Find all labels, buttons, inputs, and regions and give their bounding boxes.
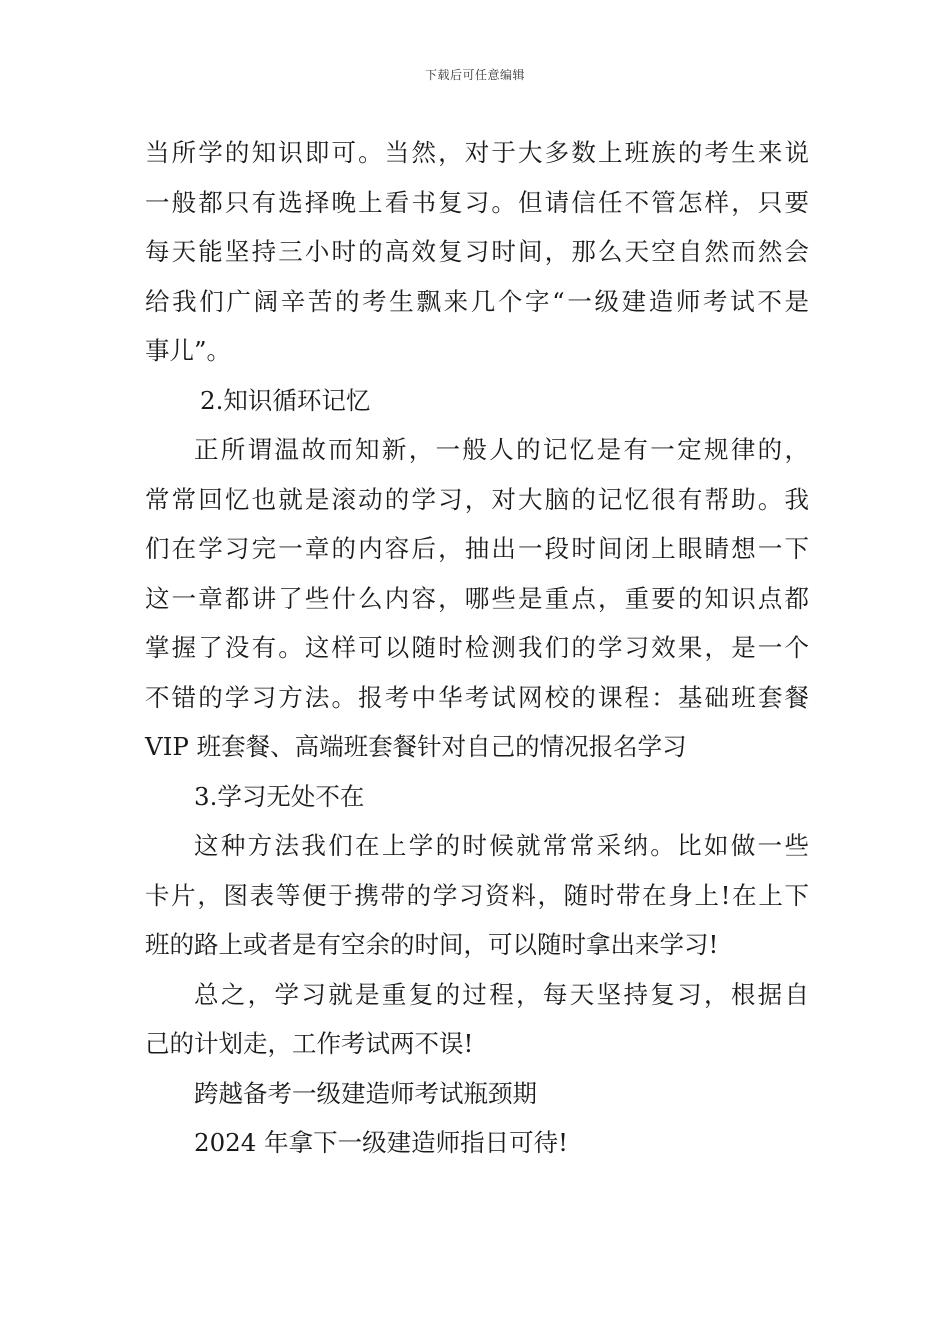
paragraph-2-line-1: 正所谓温故而知新，一般人的记忆是有一定规律的， <box>194 435 809 464</box>
paragraph-4-line-1: 总之，学习就是重复的过程，每天坚持复习，根据自 <box>194 979 809 1009</box>
paragraph-1-line-4: 给我们广阔辛苦的考生飘来几个字“一级建造师考试不是 <box>145 286 809 316</box>
paragraph-1-line-2: 一般都只有选择晚上看书复习。但请信任不管怎样，只要 <box>145 187 809 217</box>
paragraph-2-line-2: 常常回忆也就是滚动的学习，对大脑的记忆很有帮助。我 <box>145 484 809 514</box>
paragraph-2-line-7: VIP 班套餐、高端班套餐针对自己的情况报名学习 <box>145 732 687 761</box>
paragraph-2-line-3: 们在学习完一章的内容后，抽出一段时间闭上眼睛想一下 <box>145 534 809 563</box>
paragraph-1-line-1: 当所学的知识即可。当然，对于大多数上班族的考生来说 <box>145 138 809 167</box>
paragraph-2-line-4: 这一章都讲了些什么内容，哪些是重点，重要的知识点都 <box>145 583 809 613</box>
section-heading-2: 2.知识循环记忆 <box>200 385 371 415</box>
paragraph-4-line-2: 己的计划走，工作考试两不误! <box>145 1029 474 1058</box>
paragraph-3-line-2: 卡片，图表等便于携带的学习资料，随时带在身上!在上下 <box>145 880 809 910</box>
document-body <box>145 128 809 1168</box>
paragraph-2-line-5: 掌握了没有。这样可以随时检测我们的学习效果，是一个 <box>145 633 809 662</box>
paragraph-5-line-1: 跨越备考一级建造师考试瓶颈期 <box>194 1078 537 1108</box>
page-header-note: 下载后可任意编辑 <box>424 68 525 82</box>
paragraph-1-line-5: 事儿”。 <box>145 336 232 365</box>
section-heading-3: 3.学习无处不在 <box>194 781 365 811</box>
paragraph-3-line-1: 这种方法我们在上学的时候就常常采纳。比如做一些 <box>194 831 809 860</box>
paragraph-1-line-3: 每天能坚持三小时的高效复习时间，那么天空自然而然会 <box>145 237 809 266</box>
paragraph-3-line-3: 班的路上或者是有空余的时间，可以随时拿出来学习! <box>145 930 719 959</box>
paragraph-2-line-6: 不错的学习方法。报考中华考试网校的课程：基础班套餐 <box>145 682 809 712</box>
paragraph-6-line-1: 2024 年拿下一级建造师指日可待! <box>194 1128 568 1157</box>
